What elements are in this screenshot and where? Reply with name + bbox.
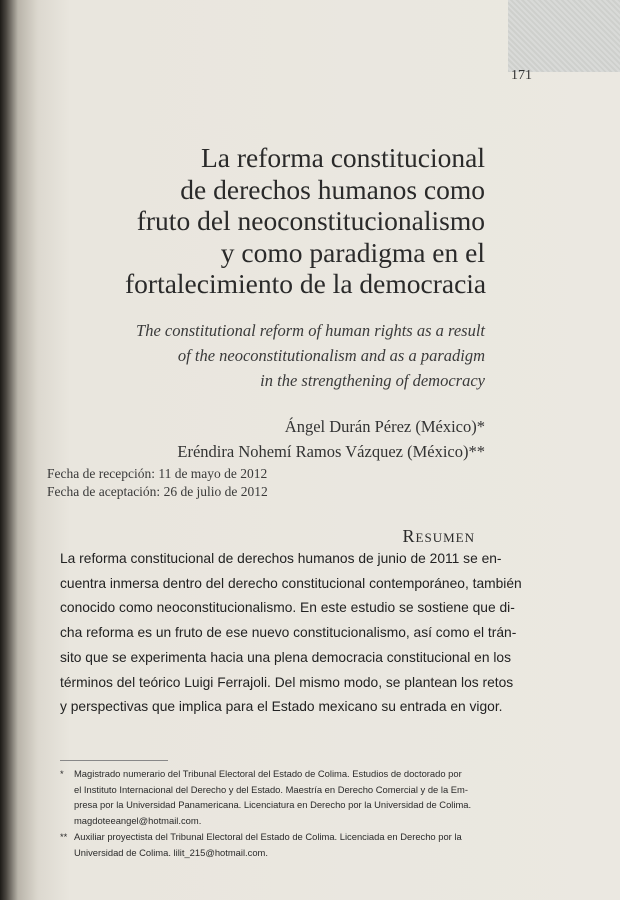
- title-line: de derechos humanos como: [180, 173, 485, 205]
- author-name: Eréndira Nohemí Ramos Vázquez (México)**: [177, 442, 485, 461]
- footnote-rule: [60, 760, 168, 761]
- author-name: Ángel Durán Pérez (México)*: [284, 417, 485, 436]
- article-title: [125, 142, 485, 300]
- english-title-line: in the strengthening of democracy: [260, 371, 485, 390]
- footnote-line: [60, 813, 508, 829]
- footnote-email: magdoteeangel@hotmail.com.: [74, 815, 202, 827]
- footnote-text: presa por la Universidad Panamericana. Licenciatura en Derecho por la Universidad de Colima.: [74, 799, 472, 811]
- footnote-text: Magistrado numerario del Tribunal Electoral del Estado de Colima. Estudios de doctorado por: [74, 768, 462, 779]
- submission-dates: [47, 465, 268, 501]
- footnote-line: [60, 766, 508, 782]
- abstract-line: La reforma constitucional de derechos humanos de junio de 2011 se en-: [60, 551, 502, 566]
- page-number: 171: [511, 68, 532, 83]
- footnote-text: el Instituto Internacional del Derecho y del Estado. Maestría en Derecho Comercial y de la Em-: [74, 783, 468, 795]
- footnote-mark: **: [60, 830, 68, 842]
- footnote-text: Universidad de Colima. lilit_215@hotmail.com.: [74, 846, 268, 858]
- abstract-line: sito que se experimenta hacia una plena democracia constitucional en los: [60, 649, 511, 665]
- footnote-mark: *: [60, 768, 64, 779]
- footnotes: [60, 766, 508, 860]
- abstract-line: cuentra inmersa dentro del derecho constitucional contemporáneo, también: [60, 575, 522, 591]
- footnote-line: [60, 829, 508, 845]
- english-title: [125, 318, 485, 393]
- footnote-line: [60, 782, 508, 798]
- english-title-line: The constitutional reform of human rights as a result: [136, 321, 485, 340]
- title-line: fortalecimiento de la democracia: [125, 268, 487, 299]
- abstract-line: cha reforma es un fruto de ese nuevo constitucionalismo, así como el trán-: [60, 625, 517, 641]
- page-corner-shade: [508, 0, 620, 72]
- abstract-line: conocido como neoconstitucionalismo. En este estudio se sostiene que di-: [60, 600, 515, 616]
- abstract-body: [60, 547, 522, 720]
- title-line: La reforma constitucional: [200, 142, 485, 173]
- footnote-line: [60, 797, 508, 813]
- english-title-line: of the neoconstitutionalism and as a paradigm: [177, 346, 485, 365]
- received-date: Fecha de recepción: 11 de mayo de 2012: [47, 466, 268, 481]
- footnote-line: [60, 845, 508, 861]
- abstract-heading: Resumen: [402, 526, 475, 546]
- abstract-line: términos del teórico Luigi Ferrajoli. Del mismo modo, se plantean los retos: [60, 674, 514, 690]
- footnote-text: Auxiliar proyectista del Tribunal Electoral del Estado de Colima. Licenciada en Derecho por la: [74, 830, 462, 842]
- author-list: [105, 414, 485, 464]
- abstract-line: y perspectivas que implica para el Estado mexicano su entrada en vigor.: [60, 699, 503, 715]
- title-line: fruto del neoconstitucionalismo: [136, 205, 485, 236]
- accepted-date: Fecha de aceptación: 26 de julio de 2012: [47, 484, 268, 499]
- title-line: y como paradigma en el: [220, 236, 485, 268]
